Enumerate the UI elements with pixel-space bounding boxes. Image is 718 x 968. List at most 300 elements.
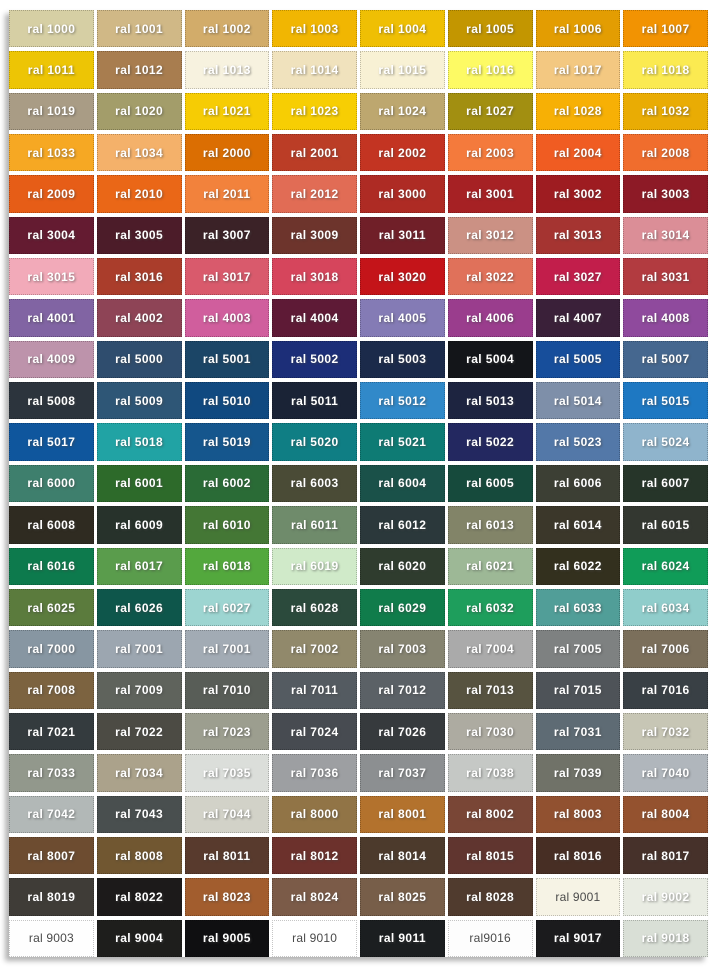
color-swatch-ral-3001-r5c6: [448, 175, 533, 212]
swatch-label: ral 7010: [202, 683, 251, 698]
swatch-label: ral 2000: [202, 145, 251, 160]
color-swatch-ral-5020-r11c4: [272, 423, 357, 460]
swatch-label: ral 6021: [466, 559, 515, 574]
swatch-label: ral 6026: [115, 600, 164, 615]
color-swatch-ral-2009-r5c1: [9, 175, 94, 212]
color-swatch-ral-1034-r4c2: [97, 134, 182, 171]
color-swatch-ral-7030-r18c6: [448, 713, 533, 750]
color-swatch-ral-6013-r13c6: [448, 506, 533, 543]
color-swatch-ral-4005-r8c5: [360, 299, 445, 336]
color-swatch-ral-2000-r4c3: [185, 134, 270, 171]
color-swatch-ral-1021-r3c3: [185, 93, 270, 130]
color-swatch-ral-7026-r18c5: [360, 713, 445, 750]
swatch-label: ral 6002: [202, 476, 251, 491]
color-swatch-ral-6027-r15c3: [185, 589, 270, 626]
color-swatch-ral-8001-r20c5: [360, 796, 445, 833]
swatch-label: ral 3000: [378, 187, 427, 202]
swatch-label: ral 8028: [466, 889, 515, 904]
swatch-label: ral 3001: [466, 187, 515, 202]
swatch-label: ral 8024: [290, 889, 339, 904]
swatch-label: ral 7024: [290, 724, 339, 739]
color-swatch-ral-1033-r4c1: [9, 134, 94, 171]
color-swatch-ral-4003-r8c3: [185, 299, 270, 336]
swatch-label: ral 7016: [641, 683, 690, 698]
swatch-label: ral 6025: [27, 600, 76, 615]
color-swatch-ral-2001-r4c4: [272, 134, 357, 171]
color-swatch-ral-6007-r12c8: [623, 465, 708, 502]
color-swatch-ral-6029-r15c5: [360, 589, 445, 626]
color-swatch-ral-8022-r22c2: [97, 878, 182, 915]
color-swatch-ral-9018-r23c8: [623, 920, 708, 957]
swatch-label: ral 8003: [553, 807, 602, 822]
swatch-label: ral 7037: [378, 765, 427, 780]
swatch-label: ral 7021: [27, 724, 76, 739]
color-swatch-ral-2010-r5c2: [97, 175, 182, 212]
color-swatch-ral-4002-r8c2: [97, 299, 182, 336]
color-swatch-ral-7004-r16c6: [448, 630, 533, 667]
swatch-label: ral 1034: [115, 145, 164, 160]
color-swatch-ral-1017-r2c7: [536, 51, 621, 88]
swatch-label: ral 6024: [641, 559, 690, 574]
swatch-label: ral 3031: [641, 269, 690, 284]
swatch-label: ral 8012: [290, 848, 339, 863]
swatch-label: ral 3004: [27, 228, 76, 243]
swatch-label: ral 6013: [466, 517, 515, 532]
color-swatch-ral-2004-r4c7: [536, 134, 621, 171]
swatch-label: ral 7004: [466, 641, 515, 656]
swatch-label: ral 7003: [378, 641, 427, 656]
color-swatch-ral-7022-r18c2: [97, 713, 182, 750]
swatch-label: ral 9005: [202, 931, 251, 946]
swatch-label: ral 3012: [466, 228, 515, 243]
color-swatch-ral-2012-r5c4: [272, 175, 357, 212]
color-swatch-ral-7008-r17c1: [9, 672, 94, 709]
swatch-label: ral 8017: [641, 848, 690, 863]
color-swatch-ral-7021-r18c1: [9, 713, 94, 750]
swatch-label: ral 1006: [553, 21, 602, 36]
color-swatch-ral-5021-r11c5: [360, 423, 445, 460]
swatch-label: ral 5013: [466, 393, 515, 408]
swatch-label: ral 6012: [378, 517, 427, 532]
swatch-label: ral 2002: [378, 145, 427, 160]
color-swatch-ral-6021-r14c6: [448, 548, 533, 585]
swatch-label: ral 5022: [466, 435, 515, 450]
color-swatch-ral-6005-r12c6: [448, 465, 533, 502]
color-swatch-ral-6001-r12c2: [97, 465, 182, 502]
color-swatch-ral-9001-r22c7: [536, 878, 621, 915]
swatch-label: ral 8001: [378, 807, 427, 822]
swatch-label: ral 6018: [202, 559, 251, 574]
color-swatch-ral-3020-r7c5: [360, 258, 445, 295]
color-swatch-ral-4009-r9c1: [9, 341, 94, 378]
swatch-label: ral 5024: [641, 435, 690, 450]
swatch-label: ral 3022: [466, 269, 515, 284]
color-swatch-ral-1028-r3c7: [536, 93, 621, 130]
swatch-label: ral 1013: [202, 63, 251, 78]
swatch-label: ral 8014: [378, 848, 427, 863]
color-swatch-ral-4008-r8c8: [623, 299, 708, 336]
color-swatch-ral-1016-r2c6: [448, 51, 533, 88]
swatch-label: ral 7044: [202, 807, 251, 822]
color-swatch-ral-6020-r14c5: [360, 548, 445, 585]
swatch-label: ral 3002: [553, 187, 602, 202]
swatch-label: ral 6020: [378, 559, 427, 574]
swatch-label: ral 8019: [27, 889, 76, 904]
color-swatch-ral-8019-r22c1: [9, 878, 94, 915]
color-swatch-ral-5003-r9c5: [360, 341, 445, 378]
color-swatch-ral-1018-r2c8: [623, 51, 708, 88]
color-swatch-ral-1032-r3c8: [623, 93, 708, 130]
swatch-label: ral 2010: [115, 187, 164, 202]
color-swatch-ral-6017-r14c2: [97, 548, 182, 585]
color-swatch-ral-1012-r2c2: [97, 51, 182, 88]
color-swatch-ral-5022-r11c6: [448, 423, 533, 460]
color-swatch-ral-6006-r12c7: [536, 465, 621, 502]
color-swatch-ral-3005-r6c2: [97, 217, 182, 254]
color-swatch-ral-5014-r10c7: [536, 382, 621, 419]
color-swatch-ral-6000-r12c1: [9, 465, 94, 502]
swatch-label: ral 3027: [553, 269, 602, 284]
swatch-label: ral 7031: [553, 724, 602, 739]
color-swatch-ral-5001-r9c3: [185, 341, 270, 378]
swatch-label: ral 9001: [555, 889, 601, 904]
swatch-label: ral 1015: [378, 63, 427, 78]
color-swatch-ral-9010-r23c4: [272, 920, 357, 957]
color-swatch-ral-9017-r23c7: [536, 920, 621, 957]
swatch-label: ral 4004: [290, 311, 339, 326]
swatch-label: ral 9018: [641, 931, 690, 946]
swatch-label: ral 5003: [378, 352, 427, 367]
color-swatch-ral-8028-r22c6: [448, 878, 533, 915]
color-swatch-ral-7042-r20c1: [9, 796, 94, 833]
swatch-label: ral 9002: [641, 889, 690, 904]
swatch-label: ral 7009: [115, 683, 164, 698]
color-swatch-ral-1013-r2c3: [185, 51, 270, 88]
swatch-label: ral 7033: [27, 765, 76, 780]
swatch-label: ral 1011: [27, 63, 75, 78]
swatch-label: ral 8002: [466, 807, 515, 822]
swatch-label: ral 1028: [553, 104, 602, 119]
swatch-label: ral 5005: [553, 352, 602, 367]
swatch-label: ral 7039: [553, 765, 602, 780]
color-swatch-ral-8011-r21c3: [185, 837, 270, 874]
swatch-label: ral 7043: [115, 807, 164, 822]
color-swatch-ral-3012-r6c6: [448, 217, 533, 254]
color-swatch-ral-3013-r6c7: [536, 217, 621, 254]
color-swatch-ral-9011-r23c5: [360, 920, 445, 957]
swatch-label: ral 4005: [378, 311, 427, 326]
color-swatch-ral-6015-r13c8: [623, 506, 708, 543]
color-swatch-ral-5013-r10c6: [448, 382, 533, 419]
color-swatch-ral-7035-r19c3: [185, 754, 270, 791]
swatch-label: ral 3018: [290, 269, 339, 284]
color-swatch-ral-8003-r20c7: [536, 796, 621, 833]
color-swatch-ral-1011-r2c1: [9, 51, 94, 88]
swatch-label: ral 9003: [28, 931, 74, 946]
swatch-label: ral 5021: [378, 435, 427, 450]
color-swatch-ral-5015-r10c8: [623, 382, 708, 419]
color-swatch-ral-3027-r7c7: [536, 258, 621, 295]
swatch-label: ral 6000: [27, 476, 76, 491]
swatch-label: ral 2009: [27, 187, 76, 202]
swatch-label: ral 1019: [27, 104, 76, 119]
color-swatch-ral-6002-r12c3: [185, 465, 270, 502]
swatch-label: ral 1023: [290, 104, 339, 119]
swatch-label: ral 1033: [27, 145, 76, 160]
color-swatch-ral-3014-r6c8: [623, 217, 708, 254]
color-swatch-ral-7012-r17c5: [360, 672, 445, 709]
color-swatch-ral-8002-r20c6: [448, 796, 533, 833]
color-swatch-ral-1023-r3c4: [272, 93, 357, 130]
swatch-label: ral 5002: [290, 352, 339, 367]
color-swatch-ral-8015-r21c6: [448, 837, 533, 874]
color-swatch-ral-1024-r3c5: [360, 93, 445, 130]
color-swatch-ral-6009-r13c2: [97, 506, 182, 543]
swatch-label: ral 4006: [466, 311, 515, 326]
swatch-label: ral 5014: [553, 393, 602, 408]
swatch-label: ral 8000: [290, 807, 339, 822]
color-swatch-ral-3016-r7c2: [97, 258, 182, 295]
swatch-label: ral 5015: [641, 393, 690, 408]
swatch-label: ral 5001: [202, 352, 251, 367]
swatch-label: ral 7012: [378, 683, 427, 698]
swatch-label: ral 8008: [115, 848, 164, 863]
swatch-label: ral 1017: [553, 63, 602, 78]
color-swatch-ral-1007-r1c8: [623, 10, 708, 47]
swatch-label: ral 2001: [290, 145, 339, 160]
swatch-label: ral 3013: [553, 228, 602, 243]
swatch-label: ral 5009: [115, 393, 164, 408]
color-swatch-ral-5007-r9c8: [623, 341, 708, 378]
color-swatch-ral-6024-r14c8: [623, 548, 708, 585]
color-swatch-ral-8004-r20c8: [623, 796, 708, 833]
swatch-label: ral 6007: [641, 476, 690, 491]
color-swatch-ral-7009-r17c2: [97, 672, 182, 709]
color-swatch-ral-3000-r5c5: [360, 175, 445, 212]
swatch-label: ral 1007: [641, 21, 690, 36]
swatch-label: ral 6033: [553, 600, 602, 615]
color-swatch-ral-3004-r6c1: [9, 217, 94, 254]
swatch-label: ral 8011: [203, 848, 251, 863]
color-swatch-ral-2008-r4c8: [623, 134, 708, 171]
swatch-label: ral 4001: [27, 311, 76, 326]
color-swatch-ral-8012-r21c4: [272, 837, 357, 874]
swatch-label: ral 1018: [641, 63, 690, 78]
swatch-label: ral 8007: [27, 848, 76, 863]
swatch-label: ral 1002: [202, 21, 251, 36]
swatch-label: ral 5019: [202, 435, 251, 450]
color-swatch-ral-5017-r11c1: [9, 423, 94, 460]
color-swatch-ral-5000-r9c2: [97, 341, 182, 378]
color-swatch-ral-5009-r10c2: [97, 382, 182, 419]
color-swatch-ral-1002-r1c3: [185, 10, 270, 47]
swatch-label: ral 7036: [290, 765, 339, 780]
swatch-label: ral 6003: [290, 476, 339, 491]
color-swatch-ral-8025-r22c5: [360, 878, 445, 915]
swatch-label: ral 7035: [202, 765, 251, 780]
swatch-label: ral9016: [469, 931, 511, 946]
color-swatch-ral-6022-r14c7: [536, 548, 621, 585]
swatch-label: ral 4008: [641, 311, 690, 326]
ral-color-grid: [9, 10, 708, 957]
swatch-label: ral 6016: [27, 559, 76, 574]
color-swatch-ral-3015-r7c1: [9, 258, 94, 295]
swatch-label: ral 1024: [378, 104, 427, 119]
swatch-label: ral 4003: [202, 311, 251, 326]
swatch-label: ral 7006: [641, 641, 690, 656]
color-swatch-ral-8017-r21c8: [623, 837, 708, 874]
color-swatch-ral-8007-r21c1: [9, 837, 94, 874]
swatch-label: ral 6009: [115, 517, 164, 532]
color-swatch-ral-6028-r15c4: [272, 589, 357, 626]
color-swatch-ral-7044-r20c3: [185, 796, 270, 833]
color-swatch-ral-8024-r22c4: [272, 878, 357, 915]
swatch-label: ral 5017: [27, 435, 76, 450]
color-swatch-ral-6003-r12c4: [272, 465, 357, 502]
color-swatch-ral-7039-r19c7: [536, 754, 621, 791]
swatch-label: ral 7038: [466, 765, 515, 780]
swatch-label: ral 8004: [641, 807, 690, 822]
swatch-label: ral 1016: [466, 63, 515, 78]
color-swatch-ral-3031-r7c8: [623, 258, 708, 295]
swatch-label: ral 3011: [378, 228, 426, 243]
color-swatch-ral-7011-r17c4: [272, 672, 357, 709]
color-swatch-ral-7003-r16c5: [360, 630, 445, 667]
color-swatch-ral-1020-r3c2: [97, 93, 182, 130]
color-swatch-ral-5004-r9c6: [448, 341, 533, 378]
swatch-label: ral 1020: [115, 104, 164, 119]
swatch-label: ral 1032: [641, 104, 690, 119]
swatch-label: ral 6001: [115, 476, 164, 491]
swatch-label: ral 1004: [378, 21, 427, 36]
color-swatch-ral-3018-r7c4: [272, 258, 357, 295]
color-swatch-ral-5023-r11c7: [536, 423, 621, 460]
swatch-label: ral 5023: [553, 435, 602, 450]
swatch-label: ral 5012: [378, 393, 427, 408]
swatch-label: ral 7015: [553, 683, 602, 698]
swatch-label: ral 6015: [641, 517, 690, 532]
swatch-label: ral 7005: [553, 641, 602, 656]
swatch-label: ral 7034: [115, 765, 164, 780]
swatch-label: ral 9017: [553, 931, 602, 946]
color-swatch-ral-5005-r9c7: [536, 341, 621, 378]
swatch-label: ral 9010: [292, 931, 338, 946]
swatch-label: ral 7013: [466, 683, 515, 698]
color-swatch-ral9016-r23c6: [448, 920, 533, 957]
color-swatch-ral-7038-r19c6: [448, 754, 533, 791]
color-swatch-ral-9003-r23c1: [9, 920, 94, 957]
swatch-label: ral 3014: [641, 228, 690, 243]
swatch-label: ral 4002: [115, 311, 164, 326]
swatch-label: ral 6014: [553, 517, 602, 532]
swatch-label: ral 8015: [466, 848, 515, 863]
swatch-label: ral 2004: [553, 145, 602, 160]
color-swatch-ral-7037-r19c5: [360, 754, 445, 791]
swatch-label: ral 1000: [27, 21, 76, 36]
color-swatch-ral-1014-r2c4: [272, 51, 357, 88]
swatch-label: ral 1005: [466, 21, 515, 36]
swatch-label: ral 1001: [115, 21, 164, 36]
swatch-label: ral 5008: [27, 393, 76, 408]
color-swatch-ral-6016-r14c1: [9, 548, 94, 585]
color-swatch-ral-7015-r17c7: [536, 672, 621, 709]
color-swatch-ral-1006-r1c7: [536, 10, 621, 47]
color-swatch-ral-6019-r14c4: [272, 548, 357, 585]
color-swatch-ral-7024-r18c4: [272, 713, 357, 750]
swatch-label: ral 5000: [115, 352, 164, 367]
swatch-label: ral 6006: [553, 476, 602, 491]
color-swatch-ral-9005-r23c3: [185, 920, 270, 957]
color-swatch-ral-7002-r16c4: [272, 630, 357, 667]
swatch-label: ral 3015: [27, 269, 76, 284]
color-swatch-ral-7010-r17c3: [185, 672, 270, 709]
color-swatch-ral-3017-r7c3: [185, 258, 270, 295]
swatch-label: ral 2008: [641, 145, 690, 160]
color-swatch-ral-3002-r5c7: [536, 175, 621, 212]
swatch-label: ral 5010: [202, 393, 251, 408]
swatch-label: ral 6028: [290, 600, 339, 615]
swatch-label: ral 3017: [202, 269, 251, 284]
color-swatch-ral-4001-r8c1: [9, 299, 94, 336]
color-swatch-ral-9002-r22c8: [623, 878, 708, 915]
color-swatch-ral-7043-r20c2: [97, 796, 182, 833]
swatch-label: ral 7042: [27, 807, 76, 822]
swatch-label: ral 3009: [290, 228, 339, 243]
color-swatch-ral-6012-r13c5: [360, 506, 445, 543]
color-swatch-ral-6011-r13c4: [272, 506, 357, 543]
swatch-label: ral 5007: [641, 352, 690, 367]
color-swatch-ral-5019-r11c3: [185, 423, 270, 460]
swatch-label: ral 2003: [466, 145, 515, 160]
color-swatch-ral-5018-r11c2: [97, 423, 182, 460]
swatch-label: ral 7026: [378, 724, 427, 739]
color-swatch-ral-3022-r7c6: [448, 258, 533, 295]
swatch-label: ral 6032: [466, 600, 515, 615]
color-swatch-ral-7036-r19c4: [272, 754, 357, 791]
swatch-label: ral 6029: [378, 600, 427, 615]
color-swatch-ral-7032-r18c8: [623, 713, 708, 750]
color-swatch-ral-1005-r1c6: [448, 10, 533, 47]
swatch-label: ral 6005: [466, 476, 515, 491]
swatch-label: ral 1014: [290, 63, 339, 78]
color-swatch-ral-3007-r6c3: [185, 217, 270, 254]
swatch-label: ral 7040: [641, 765, 690, 780]
color-swatch-ral-8023-r22c3: [185, 878, 270, 915]
color-swatch-ral-6004-r12c5: [360, 465, 445, 502]
swatch-label: ral 6017: [115, 559, 164, 574]
color-swatch-ral-5002-r9c4: [272, 341, 357, 378]
color-swatch-ral-7031-r18c7: [536, 713, 621, 750]
swatch-label: ral 7032: [641, 724, 690, 739]
swatch-label: ral 6008: [27, 517, 76, 532]
color-swatch-ral-6025-r15c1: [9, 589, 94, 626]
color-swatch-ral-3011-r6c5: [360, 217, 445, 254]
swatch-label: ral 7001: [115, 641, 164, 656]
color-swatch-ral-6026-r15c2: [97, 589, 182, 626]
color-swatch-ral-8008-r21c2: [97, 837, 182, 874]
swatch-label: ral 1012: [115, 63, 164, 78]
color-swatch-ral-3003-r5c8: [623, 175, 708, 212]
color-swatch-ral-7013-r17c6: [448, 672, 533, 709]
swatch-label: ral 6004: [378, 476, 427, 491]
swatch-label: ral 6011: [291, 517, 339, 532]
color-swatch-ral-7040-r19c8: [623, 754, 708, 791]
color-swatch-ral-4006-r8c6: [448, 299, 533, 336]
color-swatch-ral-4007-r8c7: [536, 299, 621, 336]
swatch-label: ral 7030: [466, 724, 515, 739]
swatch-label: ral 5011: [291, 393, 339, 408]
color-swatch-ral-1003-r1c4: [272, 10, 357, 47]
